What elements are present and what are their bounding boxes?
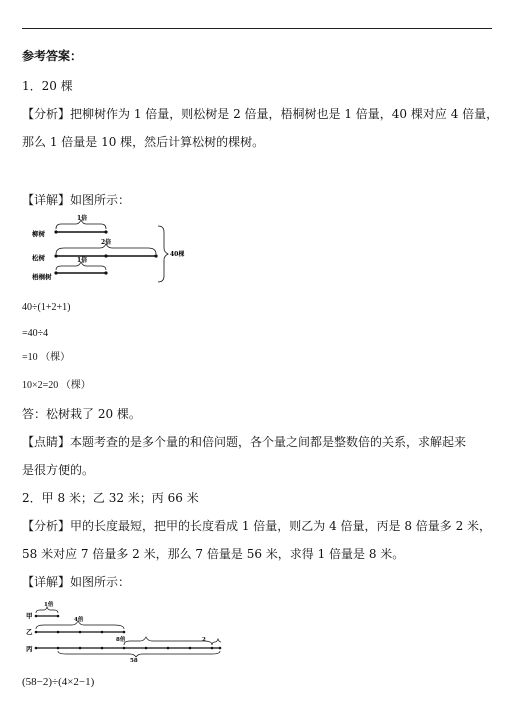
q2-dot: [145, 647, 148, 650]
q2-dot: [211, 647, 214, 650]
q1-dot: [104, 254, 107, 257]
q1-row-willow: 柳树: [32, 230, 45, 238]
q2-detail: 【详解】如图所示：: [22, 575, 131, 589]
q2-dot: [189, 647, 192, 650]
q1-analysis-line1: 【分析】把柳树作为 1 倍量，则松树是 2 倍量，梧桐树也是 1 倍量，40 棵对应 4 倍量，: [22, 107, 499, 121]
q2-bar-diagram: [22, 600, 222, 662]
q2-row-jia: 甲: [26, 612, 33, 620]
q1-total-brace: [158, 226, 168, 282]
q1-row-pine: 松树: [32, 254, 45, 262]
q2-label-jia: 1倍: [44, 602, 54, 608]
answers-heading: 参考答案：: [22, 49, 83, 63]
q1-conclusion: 答：松树栽了 20 棵。: [22, 407, 141, 421]
q2-dot: [101, 631, 104, 634]
q1-calc-step2: =40÷4: [22, 328, 49, 339]
top-divider: [22, 28, 492, 29]
q2-label-yi: 4倍: [74, 617, 84, 623]
q2-label-8x: 8倍: [116, 637, 126, 643]
q2-label-2: 2: [202, 637, 206, 643]
q1-dot: [54, 254, 57, 257]
q2-dot: [123, 647, 126, 650]
q1-row-wutong: 梧桐树: [32, 273, 52, 281]
q1-comment-line1: 【点睛】本题考查的是多个量的和倍问题，各个量之间都是整数倍的关系，求解起来: [22, 435, 467, 449]
q2-dot: [167, 647, 170, 650]
q1-calc-step1: 40÷(1+2+1): [22, 302, 71, 313]
q2-dot: [35, 631, 38, 634]
q1-dot: [104, 271, 107, 274]
q2-answer: 2．甲 8 米；乙 32 米；丙 66 米: [22, 491, 199, 505]
q2-dot: [57, 647, 60, 650]
q2-dot: [79, 647, 82, 650]
q2-label-58: 58: [130, 658, 138, 662]
q2-calc-step1: (58−2)÷(4×2−1): [22, 676, 95, 688]
q1-label-willow: 1倍: [77, 215, 88, 222]
q1-total-label: 40棵: [170, 251, 185, 258]
q2-dot: [219, 647, 222, 650]
q1-calc-step3: =10 （棵）: [22, 352, 71, 363]
q2-dot: [79, 631, 82, 634]
q1-bar-diagram: [26, 212, 196, 288]
q2-analysis-line1: 【分析】甲的长度最短，把甲的长度看成 1 倍量，则乙为 4 倍量，丙是 8 倍量多 2 米，: [22, 519, 492, 533]
q2-dot: [123, 631, 126, 634]
q1-label-pine: 2倍: [101, 239, 112, 246]
q2-analysis-line2: 58 米对应 7 倍量多 2 米，那么 7 倍量是 56 米，求得 1 倍量是 8 米。: [22, 547, 405, 561]
q2-dot: [101, 647, 104, 650]
q2-dot: [35, 647, 38, 650]
q1-label-wutong: 1倍: [77, 257, 88, 264]
q2-dot: [35, 615, 38, 618]
q1-dot: [54, 271, 57, 274]
q2-dot: [57, 631, 60, 634]
q1-analysis-line2: 那么 1 倍量是 10 棵，然后计算松树的棵树。: [22, 135, 265, 149]
q2-brace-8x: [124, 637, 212, 645]
q1-answer: 1．20 棵: [22, 79, 73, 93]
q1-dot: [54, 230, 57, 233]
q1-dot: [104, 230, 107, 233]
q1-detail: 【详解】如图所示：: [22, 193, 131, 207]
q2-row-bing: 丙: [26, 645, 33, 653]
q1-comment-line2: 是很方便的。: [22, 463, 95, 477]
q1-calc-step4: 10×2=20 （棵）: [22, 380, 91, 391]
q2-brace-58: [58, 651, 220, 657]
q2-dot: [57, 615, 60, 618]
q1-dot: [154, 254, 157, 257]
q2-row-yi: 乙: [26, 628, 33, 636]
q2-brace-2: [212, 639, 221, 645]
